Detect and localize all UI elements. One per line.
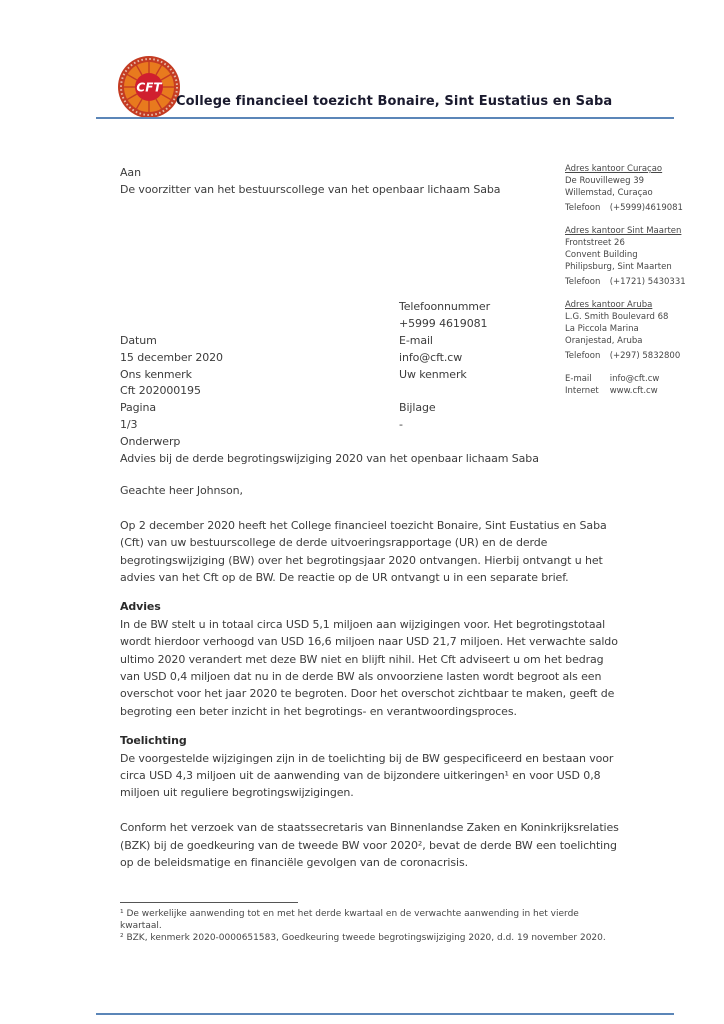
office-curacao-title: Adres kantoor Curaçao bbox=[565, 164, 663, 174]
office-aruba-city: Oranjestad, Aruba bbox=[565, 336, 643, 346]
meta-attachment-label: Bijlage bbox=[399, 401, 436, 415]
office-aruba-title: Adres kantoor Aruba bbox=[565, 300, 653, 310]
phone-number: (+297) 5832800 bbox=[609, 351, 681, 361]
recipient-label: Aan bbox=[120, 166, 141, 179]
toelichting-paragraph-1: De voorgestelde wijzigingen zijn in de toelichting bij de BW gespecificeerd en bestaan voor circa USD 4,3 miljoen uit de aanwending van de bijzondere uitkeringen¹ en voor USD 0,8 miljoen uit reguliere begrotingswijzigingen. bbox=[120, 751, 614, 800]
organization-title: College financieel toezicht Bonaire, Sint Eustatius en Saba bbox=[176, 94, 613, 109]
office-sint-maarten-city: Philipsburg, Sint Maarten bbox=[565, 262, 672, 272]
phone-number: (+1721) 5430331 bbox=[609, 277, 686, 287]
header-divider bbox=[96, 117, 674, 119]
advies-heading: Advies bbox=[120, 600, 161, 614]
advies-paragraph: In de BW stelt u in totaal circa USD 5,1 miljoen aan wijzigingen voor. Het begrotingstotaal wordt hierdoor verhoogd van USD 16,6 miljoen naar USD 21,7 miljoen. Het verwachte saldo ultimo 2020 verandert met deze BW niet en blijft nihil. Het Cft adviseert u om het bedrag van USD 0,4 miljoen dat nu in de derde BW als onvoorziene lasten wordt begroot als een overschot voor het jaar 2020 te begroten. Door het overschot zichtbaar te maken, geeft de begroting een beter inzicht in het begrotings- en verantwoordingsproces. bbox=[120, 617, 618, 718]
internet-label: Internet bbox=[565, 386, 599, 396]
office-curacao bbox=[565, 163, 717, 214]
toelichting-paragraph-2: Conform het verzoek van de staatssecretaris van Binnenlandse Zaken en Koninkrijksrelaties (BZK) bij de goedkeuring van de tweede BW voor 2020², bevat de derde BW een toelichting op de beleidsmatige en financiële gevolgen van de coronacrisis. bbox=[120, 821, 619, 870]
office-sint-maarten-phone bbox=[565, 276, 717, 288]
meta-page-label: Pagina bbox=[120, 401, 157, 415]
meta-phone-value: +5999 4619081 bbox=[399, 316, 488, 330]
meta-email-label: E-mail bbox=[399, 333, 433, 347]
office-sint-maarten bbox=[565, 225, 717, 288]
phone-label: Telefoon bbox=[565, 203, 601, 213]
office-curacao-phone bbox=[565, 202, 717, 214]
intro-paragraph: Op 2 december 2020 heeft het College financieel toezicht Bonaire, Sint Eustatius en Saba (Cft) van uw bestuurscollege de derde uitvoeringsrapportage (UR) en de derde begrotingswijziging (BW) over het begrotingsjaar 2020 ontvangen. Hierbij ontvangt u het advies van het Cft op de BW. De reactie op de UR ontvangt u in een separate brief. bbox=[120, 518, 607, 585]
office-sint-maarten-street: Frontstreet 26 bbox=[565, 238, 625, 248]
footnote-divider bbox=[120, 902, 298, 903]
footer-divider bbox=[96, 1013, 674, 1015]
meta-email-value: info@cft.cw bbox=[399, 350, 463, 364]
footnote-2: ² BZK, kenmerk 2020-0000651583, Goedkeuring tweede begrotingswijziging 2020, d.d. 19 november 2020. bbox=[120, 933, 606, 943]
footnotes-block bbox=[120, 902, 620, 944]
letter-meta-block bbox=[120, 299, 595, 468]
office-sint-maarten-building: Convent Building bbox=[565, 250, 638, 260]
meta-page-value: 1/3 bbox=[120, 418, 138, 432]
meta-attachment-value: - bbox=[399, 418, 403, 432]
office-aruba-street: L.G. Smith Boulevard 68 bbox=[565, 312, 669, 322]
meta-your-ref-value bbox=[399, 383, 595, 400]
email-label: E-mail bbox=[565, 374, 592, 384]
recipient-block bbox=[120, 164, 590, 199]
office-sint-maarten-title: Adres kantoor Sint Maarten bbox=[565, 226, 682, 236]
office-aruba-building: La Piccola Marina bbox=[565, 324, 639, 334]
meta-our-ref-label: Ons kenmerk bbox=[120, 367, 192, 381]
phone-label: Telefoon bbox=[565, 277, 601, 287]
meta-subject-value: Advies bij de derde begrotingswijziging 2020 van het openbaar lichaam Saba bbox=[120, 452, 539, 466]
office-curacao-street: De Rouvilleweg 39 bbox=[565, 176, 645, 186]
phone-label: Telefoon bbox=[565, 351, 601, 361]
email-value: info@cft.cw bbox=[609, 374, 660, 384]
meta-phone-label: Telefoonnummer bbox=[399, 300, 491, 313]
logo-letters: CFT bbox=[136, 80, 162, 95]
office-curacao-city: Willemstad, Curaçao bbox=[565, 188, 653, 198]
phone-number: (+5999)4619081 bbox=[609, 203, 683, 213]
letter-body bbox=[120, 482, 622, 872]
internet-value: www.cft.cw bbox=[609, 386, 658, 396]
meta-date-value: 15 december 2020 bbox=[120, 350, 223, 364]
footnote-1: ¹ De werkelijke aanwending tot en met het derde kwartaal en de verwachte aanwending in het vierde kwartaal. bbox=[120, 909, 579, 931]
toelichting-heading: Toelichting bbox=[120, 734, 187, 748]
meta-date-label: Datum bbox=[120, 333, 157, 347]
meta-subject-label: Onderwerp bbox=[120, 435, 181, 449]
meta-your-ref-label: Uw kenmerk bbox=[399, 367, 467, 381]
salutation: Geachte heer Johnson, bbox=[120, 484, 243, 497]
cft-logo-icon bbox=[117, 55, 181, 119]
recipient-name: De voorzitter van het bestuurscollege van het openbaar lichaam Saba bbox=[120, 183, 501, 197]
meta-our-ref-value: Cft 202000195 bbox=[120, 384, 201, 398]
